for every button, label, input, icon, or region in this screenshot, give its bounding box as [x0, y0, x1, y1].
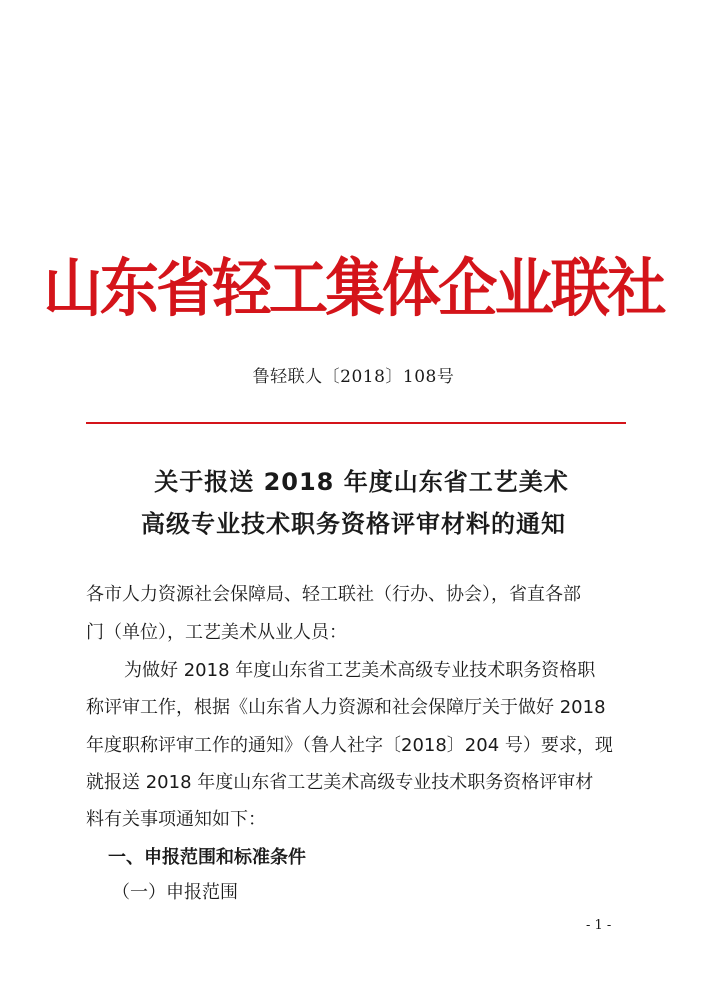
section-heading: 一、申报范围和标准条件	[108, 847, 306, 868]
paragraph-line-3: 年度职称评审工作的通知》（鲁人社字〔2018〕204 号）要求，现	[86, 735, 613, 756]
notice-title-line-2: 高级专业技术职务资格评审材料的通知	[141, 510, 566, 538]
paragraph-line-5: 料有关事项通知如下：	[86, 809, 266, 830]
addressee-line-2: 门（单位），工艺美术从业人员：	[86, 622, 347, 643]
paragraph-line-2: 称评审工作，根据《山东省人力资源和社会保障厅关于做好 2018	[86, 697, 606, 718]
subsection-heading: （一）申报范围	[112, 882, 238, 903]
document-number: 鲁轻联人〔2018〕108号	[252, 367, 455, 387]
paragraph-line-1: 为做好 2018 年度山东省工艺美术高级专业技术职务资格职	[124, 660, 596, 681]
addressee-line-1: 各市人力资源社会保障局、轻工联社（行办、协会），省直各部	[86, 584, 581, 605]
paragraph-line-4: 就报送 2018 年度山东省工艺美术高级专业技术职务资格评审材	[86, 772, 594, 793]
letterhead-org-name: 山东省轻工集体企业联社	[43, 251, 664, 325]
notice-title-line-1: 关于报送 2018 年度山东省工艺美术	[154, 468, 569, 496]
page-number: - 1 -	[586, 918, 612, 933]
letterhead-red-rule	[86, 422, 626, 424]
